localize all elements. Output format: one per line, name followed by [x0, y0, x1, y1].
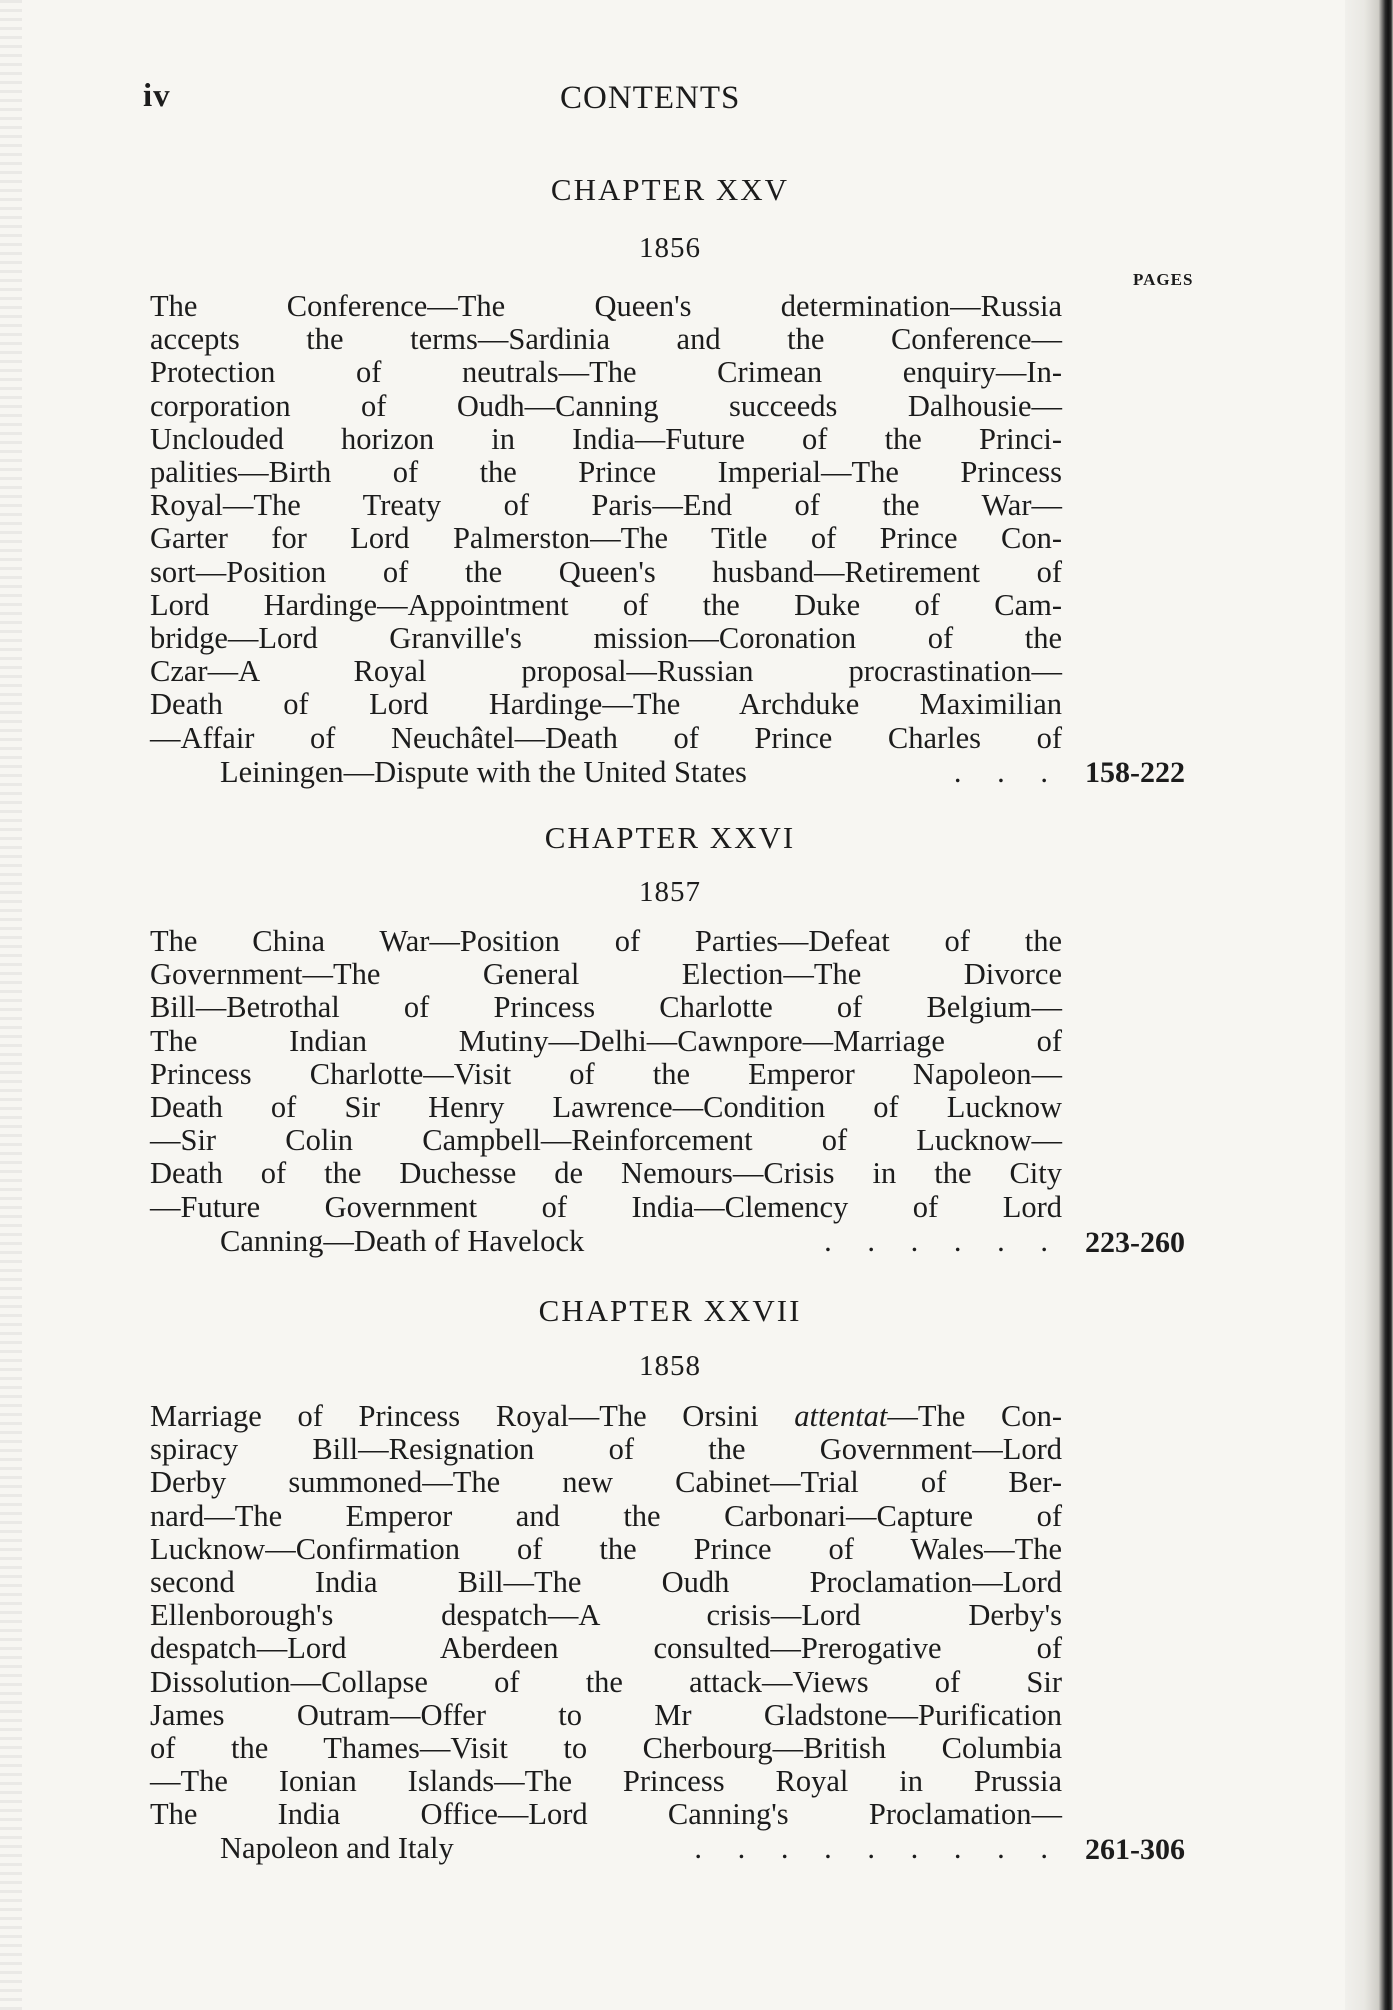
chapter-summary	[150, 290, 1062, 755]
page-number: iv	[143, 78, 171, 114]
summary-line: Death of Sir Henry Lawrence—Condition of Lucknow	[150, 1090, 1062, 1125]
summary-line: The India Office—Lord Canning's Proclamation—	[150, 1797, 1062, 1832]
summary-line: —Sir Colin Campbell—Reinforcement of Lucknow—	[150, 1123, 1062, 1158]
summary-line: James Outram—Offer to Mr Gladstone—Purification	[150, 1697, 1062, 1732]
dot-leader: . . . . . . . . .	[694, 1831, 1062, 1865]
summary-line: Government—The General Election—The Divorce	[150, 957, 1062, 992]
summary-line: The Indian Mutiny—Delhi—Cawnpore—Marriage of	[150, 1023, 1062, 1058]
page-range: 158-222	[1085, 756, 1185, 789]
summary-line: Lucknow—Confirmation of the Prince of Wales—The	[150, 1531, 1062, 1566]
summary-line: Dissolution—Collapse of the attack—Views of Sir	[150, 1664, 1062, 1699]
summary-text: —The Con-	[887, 1399, 1062, 1433]
page-edge-shadow-left	[0, 0, 22, 2010]
summary-emphasis: attentat	[794, 1399, 888, 1433]
summary-line	[150, 1399, 1062, 1433]
summary-line: Leiningen—Dispute with the United States	[220, 755, 747, 789]
summary-line: —Affair of Neuchâtel—Death of Prince Charles of	[150, 720, 1062, 755]
summary-line: —Future Government of India—Clemency of Lord	[150, 1189, 1062, 1224]
page-range: 223-260	[1085, 1226, 1185, 1259]
summary-line: Canning—Death of Havelock	[220, 1224, 585, 1258]
summary-line: Protection of neutrals—The Crimean enquiry—In-	[150, 355, 1062, 390]
book-binding-edge	[1345, 0, 1393, 2010]
summary-line: Princess Charlotte—Visit of the Emperor Napoleon—	[150, 1056, 1062, 1091]
summary-line: Royal—The Treaty of Paris—End of the War—	[150, 488, 1062, 523]
summary-last-line	[220, 1831, 1062, 1866]
summary-line: Unclouded horizon in India—Future of the Princi-	[150, 421, 1062, 456]
running-head: CONTENTS	[560, 80, 741, 116]
summary-line: Derby summoned—The new Cabinet—Trial of Ber-	[150, 1465, 1062, 1500]
summary-line: nard—The Emperor and the Carbonari—Capture of	[150, 1498, 1062, 1533]
dot-leader: . . .	[953, 755, 1062, 789]
chapter-title: CHAPTER XXV	[550, 172, 790, 207]
summary-line: Ellenborough's despatch—A crisis—Lord Derby's	[150, 1598, 1062, 1633]
summary-line: spiracy Bill—Resignation of the Government—Lord	[150, 1432, 1062, 1467]
chapter-title: CHAPTER XXVI	[544, 820, 796, 855]
summary-line: sort—Position of the Queen's husband—Retirement of	[150, 554, 1062, 589]
chapter-title: CHAPTER XXVII	[538, 1293, 802, 1328]
summary-line: Napoleon and Italy	[220, 1831, 454, 1865]
summary-last-line	[220, 755, 1062, 790]
summary-line: of the Thames—Visit to Cherbourg—British Columbia	[150, 1731, 1062, 1766]
summary-line: despatch—Lord Aberdeen consulted—Prerogative of	[150, 1631, 1062, 1666]
summary-line: bridge—Lord Granville's mission—Coronation of the	[150, 621, 1062, 656]
summary-line: accepts the terms—Sardinia and the Conference—	[150, 322, 1062, 357]
summary-line: Bill—Betrothal of Princess Charlotte of Belgium—	[150, 990, 1062, 1025]
summary-line: The Conference—The Queen's determination—Russia	[150, 289, 1062, 323]
summary-line: second India Bill—The Oudh Proclamation—Lord	[150, 1565, 1062, 1600]
chapter-summary	[150, 925, 1062, 1224]
summary-line: Czar—A Royal proposal—Russian procrastination—	[150, 654, 1062, 689]
summary-last-line	[220, 1224, 1062, 1259]
chapter-year: 1858	[639, 1350, 701, 1382]
page-range: 261-306	[1085, 1833, 1185, 1866]
chapter-year: 1857	[639, 876, 701, 908]
summary-line: Death of Lord Hardinge—The Archduke Maximilian	[150, 687, 1062, 722]
summary-line: Death of the Duchesse de Nemours—Crisis in the City	[150, 1156, 1062, 1191]
summary-line: Lord Hardinge—Appointment of the Duke of Cam-	[150, 587, 1062, 622]
summary-line: The China War—Position of Parties—Defeat of the	[150, 924, 1062, 958]
summary-line: corporation of Oudh—Canning succeeds Dalhousie—	[150, 388, 1062, 423]
summary-text: Marriage of Princess Royal—The Orsini	[150, 1399, 795, 1433]
dot-leader: . . . . . .	[824, 1224, 1062, 1258]
summary-line: palities—Birth of the Prince Imperial—The Princess	[150, 455, 1062, 490]
chapter-summary	[150, 1400, 1062, 1832]
summary-line: —The Ionian Islands—The Princess Royal in Prussia	[150, 1764, 1062, 1799]
pages-column-label: PAGES	[1133, 270, 1194, 289]
summary-line: Garter for Lord Palmerston—The Title of Prince Con-	[150, 521, 1062, 556]
chapter-year: 1856	[639, 232, 701, 264]
